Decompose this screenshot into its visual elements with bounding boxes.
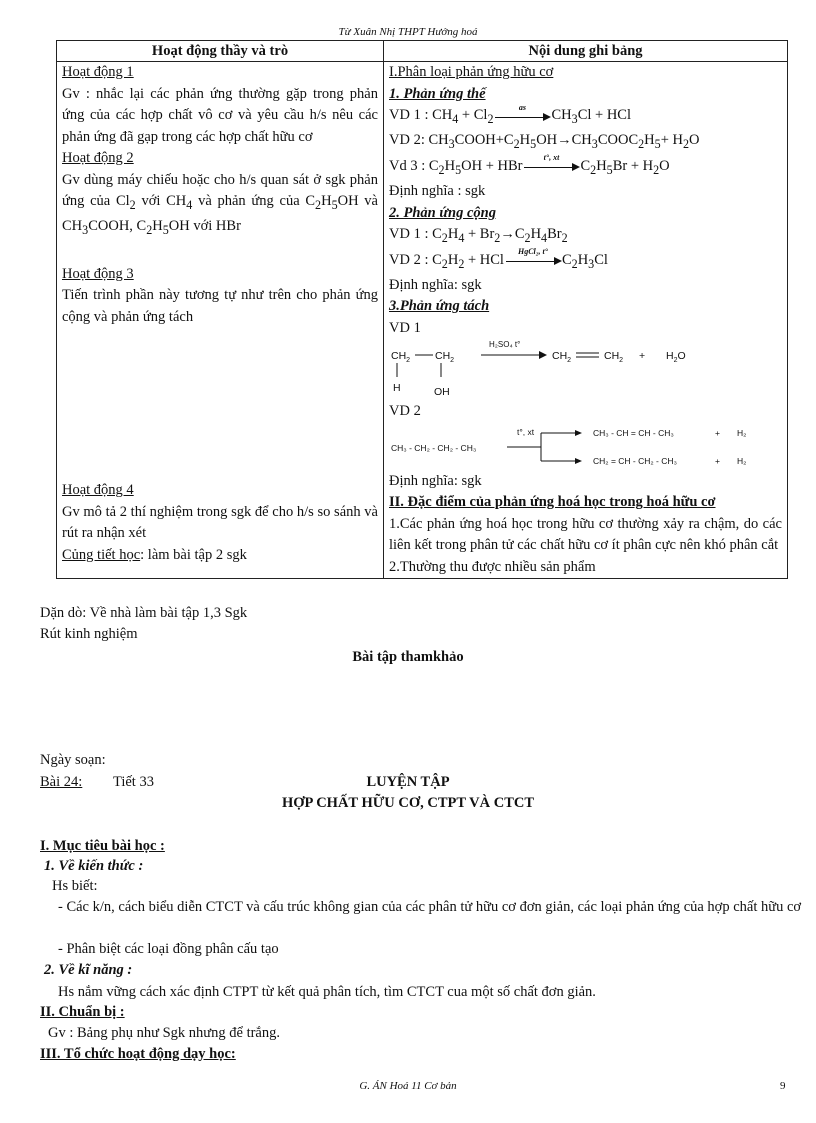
hd4-text: Gv mô tả 2 thí nghiệm trong sgk để cho h/s so sánh và rút ra nhận xét: [62, 503, 378, 542]
s1-arrowhead: [539, 351, 547, 359]
s1-p2: $CH_2$: [604, 350, 624, 365]
s1-ch2-a: $CH_2$: [391, 350, 411, 365]
s2-product-2: CH₂ = CH - CH₂ - CH₃: [593, 455, 677, 466]
point1: 1.Các phản ứng hoá học trong hữu cơ thường xảy ra chậm, do các liên kết trong phân tử các chất hữu cơ ít phân cực nên khó phân cắt: [389, 515, 782, 554]
vd1-equation: VD 1 : $CH_4 + Cl_2$ as $CH_3Cl$ + HCl: [389, 102, 631, 126]
chuan-bi-1: Gv : Bảng phụ như Sgk nhưng để trắng.: [48, 1025, 280, 1041]
hd1-text: Gv : nhắc lại các phản ứng thường gặp trong phản ứng của các hợp chất vô cơ và yêu cầu h/s nêu các phản ứng đã gạp trong các hợp chất hữu cơ: [62, 85, 378, 145]
kien-thuc-2: - Phân biệt các loại đồng phân cấu tạo: [58, 941, 279, 957]
s2-plus-1: +: [715, 427, 720, 438]
ve-kien-thuc: 1. Về kiến thức :: [44, 858, 144, 874]
cung-co: Củng tiết học: làm bài tập 2 sgk: [62, 546, 247, 563]
ngay-soan: Ngày soạn:: [40, 752, 106, 768]
point2: 2.Thường thu được nhiều sản phẩm: [389, 558, 596, 575]
sub1-title: 1. Phản ứng thế: [389, 85, 486, 102]
kien-thuc-1: - Các k/n, cách biểu diễn CTCT và cấu trúc không gian của các phân tử hữu cơ đơn giản, các loại phản ứng của hợp chất hữu cơ: [58, 899, 802, 915]
elimination-structure-2: [389, 423, 769, 471]
muc-tieu: I. Mục tiêu bài học :: [40, 838, 165, 854]
hd2-title: Hoạt động 2: [62, 150, 134, 166]
ki-nang-1: Hs nắm vững cách xác định CTPT từ kết quả phân tích, tìm CTCT cua một số chất đơn giản.: [58, 984, 596, 1000]
to-chuc: III. Tổ chức hoạt động dạy học:: [40, 1046, 236, 1062]
s2-product-1: CH₃ - CH = CH - CH₃: [593, 427, 674, 438]
col-left-title: Hoạt động thầy và trò: [57, 41, 384, 62]
vd3-equation: Vd 3 : $C_2H_5OH$ + HBr t°, xt $C_2H_5Br + H_2O$: [389, 153, 670, 177]
ve-ki-nang: 2. Về kĩ năng :: [44, 962, 133, 978]
sub3-title: 3.Phản ứng tách: [389, 298, 490, 315]
right-cell: [384, 62, 788, 579]
s1-cond: H₂SO₄ t°: [489, 340, 521, 350]
s2-h2-2: H₂: [737, 455, 747, 466]
s2-arrowhead-bottom: [575, 458, 582, 464]
lesson-title-2: HỢP CHẤT HỮU CƠ, CTPT VÀ CTCT: [281, 795, 535, 811]
s1-oh: OH: [434, 386, 450, 399]
vd6-label: VD 1: [389, 319, 421, 336]
page-footer: G. ÁN Hoá 11 Cơ bản: [359, 1080, 457, 1092]
s2-reactant: CH₃ - CH₂ - CH₂ - CH₃: [391, 442, 477, 453]
hd3-text: Tiến trình phần này tương tự như trên cho phản ứng cộng và phản ứng tách: [62, 287, 378, 325]
bai-number: Bài 24:: [40, 774, 83, 790]
hs-biet: Hs biết:: [52, 878, 98, 894]
s1-h2o: $H_2O$: [666, 350, 686, 365]
hd1-title: Hoạt động 1: [62, 64, 134, 80]
tiet-number: Tiết 33: [113, 774, 154, 790]
s2-h2-1: H₂: [737, 427, 747, 438]
s1-plus: +: [639, 350, 646, 363]
vd2-equation: VD 2: $CH_3COOH+C_2H_5OH\to CH_3COOC_2H_5+ H_2O$: [389, 132, 700, 152]
elimination-structure-1: [389, 339, 719, 401]
s1-p1: $CH_2$: [552, 350, 572, 365]
lesson-table: [56, 40, 788, 579]
sub2-title: 2. Phản ứng cộng: [389, 204, 496, 221]
s2-plus-2: +: [715, 455, 720, 466]
bai-tap-title: Bài tập thamkhảo: [352, 649, 464, 665]
vd7-label: VD 2: [389, 403, 421, 420]
s1-ch2-b: $CH_2$: [435, 350, 455, 365]
col-right-title: Nội dung ghi bảng: [384, 41, 788, 62]
dan-do: Dặn dò: Về nhà làm bài tập 1,3 Sgk: [40, 605, 248, 621]
hd4-title: Hoạt động 4: [62, 482, 134, 499]
s1-h: H: [393, 382, 401, 395]
chuan-bi: II. Chuẩn bị :: [40, 1004, 125, 1020]
s2-arrowhead-top: [575, 430, 582, 436]
def2: Định nghĩa: sgk: [389, 276, 482, 293]
left-cell: [57, 62, 384, 579]
s2-cond: t°, xt: [517, 426, 535, 437]
def1: Định nghĩa : sgk: [389, 183, 486, 200]
page-number: 9: [780, 1080, 786, 1092]
def3: Định nghĩa: sgk: [389, 472, 482, 489]
page-header: Từ Xuân Nhị THPT Hướng hoá: [338, 26, 478, 38]
sec2-title: II. Đặc điểm của phản ứng hoá học trong hoá hữu cơ: [389, 494, 716, 511]
sec1-title: I.Phân loại phản ứng hữu cơ: [389, 64, 554, 80]
hd3-title: Hoạt động 3: [62, 265, 134, 282]
rut-kinh-nghiem: Rút kinh nghiệm: [40, 626, 138, 642]
vd4-equation: VD 1 : $C_2H_4 + Br_2\to C_2H_4Br_2$: [389, 226, 568, 246]
vd5-equation: VD 2 : $C_2H_2$ + HCl HgCl₂, t° $C_2H_3Cl$: [389, 247, 608, 271]
hd2-text: Gv dùng máy chiếu hoặc cho h/s quan sát ở sgk phản ứng của $Cl_2$ với $CH_4$ và phản ứng của $C_2H_5OH$ và $CH_3COOH$, $C_2H_5OH$ với HBr: [62, 171, 378, 238]
lesson-title-1: LUYỆN TẬP: [366, 774, 450, 790]
